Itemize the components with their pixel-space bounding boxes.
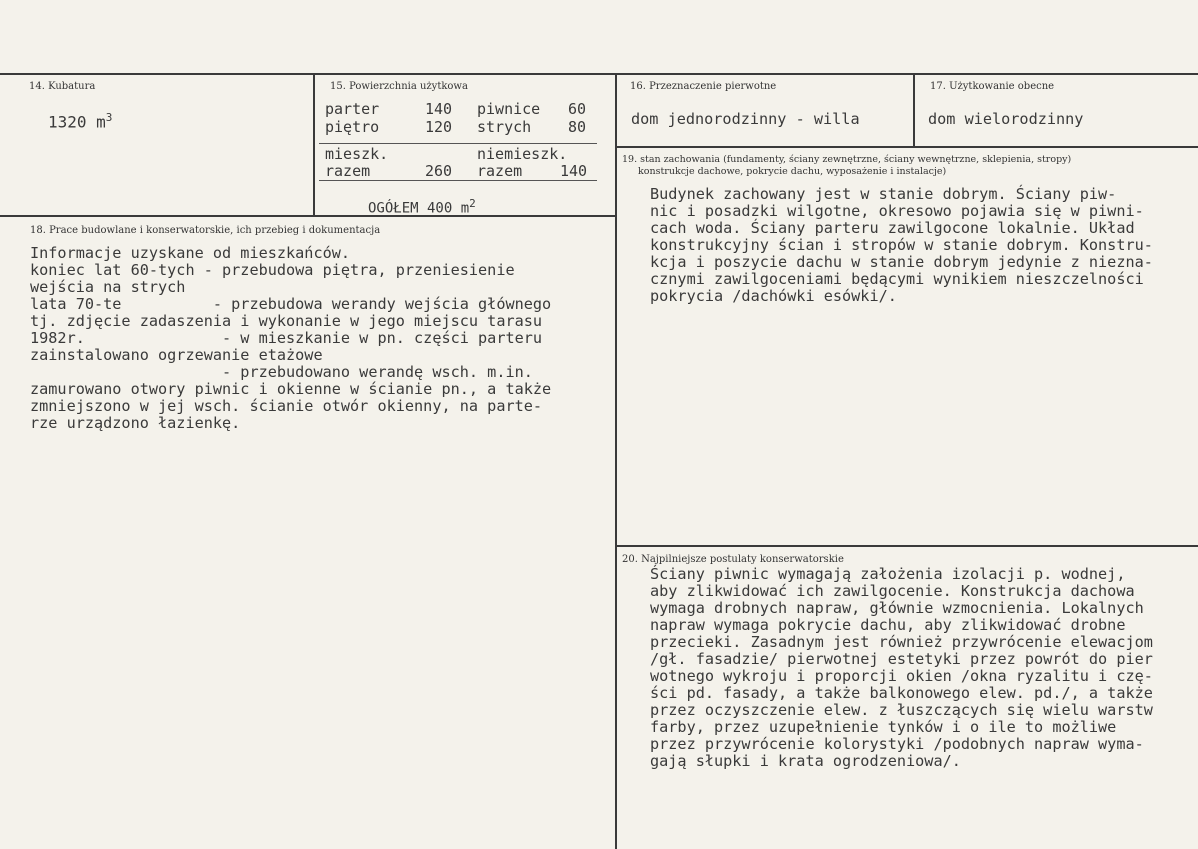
label-stan-1: 19. stan zachowania (fundamenty, ściany zewnętrzne, ściany wewnętrzne, sklepienia, stropy) (622, 154, 1072, 165)
przeznaczenie-value: dom jednorodzinny - willa (631, 110, 860, 128)
area-rule-2 (319, 180, 597, 181)
stan-text (650, 186, 1153, 305)
stan-line: pokrycia /dachówki esówki/. (650, 287, 897, 305)
prace-line: Informacje uzyskane od mieszkańców. (30, 244, 351, 262)
postulaty-line: Ściany piwnic wymagają założenia izolacji p. wodnej, (650, 565, 1126, 583)
prace-line: lata 70-te - przebudowa werandy wejścia głównego (30, 295, 552, 313)
kubatura-value: 1320 $m^3$ (48, 111, 113, 132)
ogolem-value: OGÓŁEM 400 $m^2$ (368, 197, 476, 217)
label-prace: 18. Prace budowlane i konserwatorskie, ich przebieg i dokumentacja (30, 225, 381, 236)
postulaty-line: napraw wymaga pokrycie dachu, aby zlikwidować drobne (650, 616, 1126, 634)
postulaty-line: przecieki. Zasadnym jest również przywrócenie elewacjom (650, 633, 1153, 651)
label-przeznaczenie: 16. Przeznaczenie pierwotne (630, 81, 777, 92)
niemieszk-label: niemieszk. (477, 145, 568, 163)
prace-line: zmniejszono w jej wsch. ścianie otwór okienny, na parte- (30, 397, 543, 415)
rule-above-18 (0, 215, 615, 217)
razem-mieszk-value: 260 (425, 162, 453, 180)
postulaty-line: ści pd. fasady, a także balkonowego elew. pd./, a także (650, 684, 1153, 702)
area-row-1-right-value: 60 (568, 100, 587, 118)
prace-line: tj. zdjęcie zadaszenia i wykonanie w jego miejscu tarasu (30, 312, 543, 330)
area-row-2-right-label: strych (477, 118, 532, 136)
razem-niemieszk-value: 140 (560, 162, 588, 180)
mieszk-label: mieszk. (325, 145, 389, 163)
area-rule-1 (319, 143, 597, 144)
divider-15-16 (615, 73, 617, 553)
rule-above-19 (615, 146, 1198, 148)
postulaty-line: przez przywrócenie kolorystyki /podobnych napraw wyma- (650, 735, 1144, 753)
razem-niemieszk-label: razem (477, 162, 523, 180)
prace-line: rze urządzono łazienkę. (30, 414, 241, 432)
postulaty-text (650, 566, 1153, 770)
label-postulaty: 20. Najpilniejsze postulaty konserwatorskie (622, 554, 844, 565)
stan-line: kcja i poszycie dachu w stanie dobrym jedynie z niezna- (650, 253, 1153, 271)
stan-line: cznymi zawilgoceniami będącymi wynikiem nieszczelności (650, 270, 1144, 288)
razem-mieszk-label: razem (325, 162, 371, 180)
prace-line: - przebudowano werandę wsch. m.in. (30, 363, 533, 381)
postulaty-line: farby, przez uzupełnienie tynków i o ile to możliwe (650, 718, 1117, 736)
stan-line: nic i posadzki wilgotne, okresowo pojawia się w piwni- (650, 202, 1144, 220)
uzytkowanie-value: dom wielorodzinny (928, 110, 1084, 128)
label-stan-2: konstrukcje dachowe, pokrycie dachu, wyposażenie i instalacje) (638, 166, 947, 177)
label-powierzchnia: 15. Powierzchnia użytkowa (330, 81, 468, 92)
top-rule (0, 73, 1198, 75)
area-row-1-value: 140 (425, 100, 453, 118)
stan-line: cach woda. Ściany parteru zawilgocone lokalnie. Układ (650, 219, 1135, 237)
area-row-2-label: piętro (325, 118, 380, 136)
rule-above-20 (615, 545, 1198, 547)
prace-line: koniec lat 60-tych - przebudowa piętra, przeniesienie (30, 261, 515, 279)
prace-line: zainstalowano ogrzewanie etażowe (30, 346, 323, 364)
area-row-1-label: parter (325, 100, 380, 118)
postulaty-line: przez oczyszczenie elew. z łuszczących się wielu warstw (650, 701, 1153, 719)
prace-line: 1982r. - w mieszkanie w pn. części parteru (30, 329, 543, 347)
prace-text (30, 245, 551, 432)
prace-line: zamurowano otwory piwnic i okienne w ścianie pn., a także (30, 380, 552, 398)
area-row-1-right-label: piwnice (477, 100, 541, 118)
postulaty-line: wotnego wykroju i proporcji okien /okna ryzalitu i czę- (650, 667, 1153, 685)
postulaty-line: /gł. fasadzie/ pierwotnej estetyki przez powrót do pier (650, 650, 1153, 668)
postulaty-line: aby zlikwidować ich zawilgocenie. Konstrukcja dachowa (650, 582, 1135, 600)
area-row-2-right-value: 80 (568, 118, 587, 136)
prace-line: wejścia na strych (30, 278, 186, 296)
stan-line: Budynek zachowany jest w stanie dobrym. Ściany piw- (650, 185, 1117, 203)
label-uzytkowanie: 17. Użytkowanie obecne (930, 81, 1055, 92)
divider-16-17 (913, 73, 915, 147)
stan-line: konstrukcyjny ścian i stropów w stanie dobrym. Konstru- (650, 236, 1153, 254)
divider-18-20 (615, 545, 617, 849)
label-kubatura: 14. Kubatura (29, 81, 96, 92)
area-row-2-value: 120 (425, 118, 453, 136)
postulaty-line: gają słupki i krata ogrodzeniowa/. (650, 752, 961, 770)
divider-14-15 (313, 73, 315, 215)
postulaty-line: wymaga drobnych napraw, głównie wzmocnienia. Lokalnych (650, 599, 1144, 617)
